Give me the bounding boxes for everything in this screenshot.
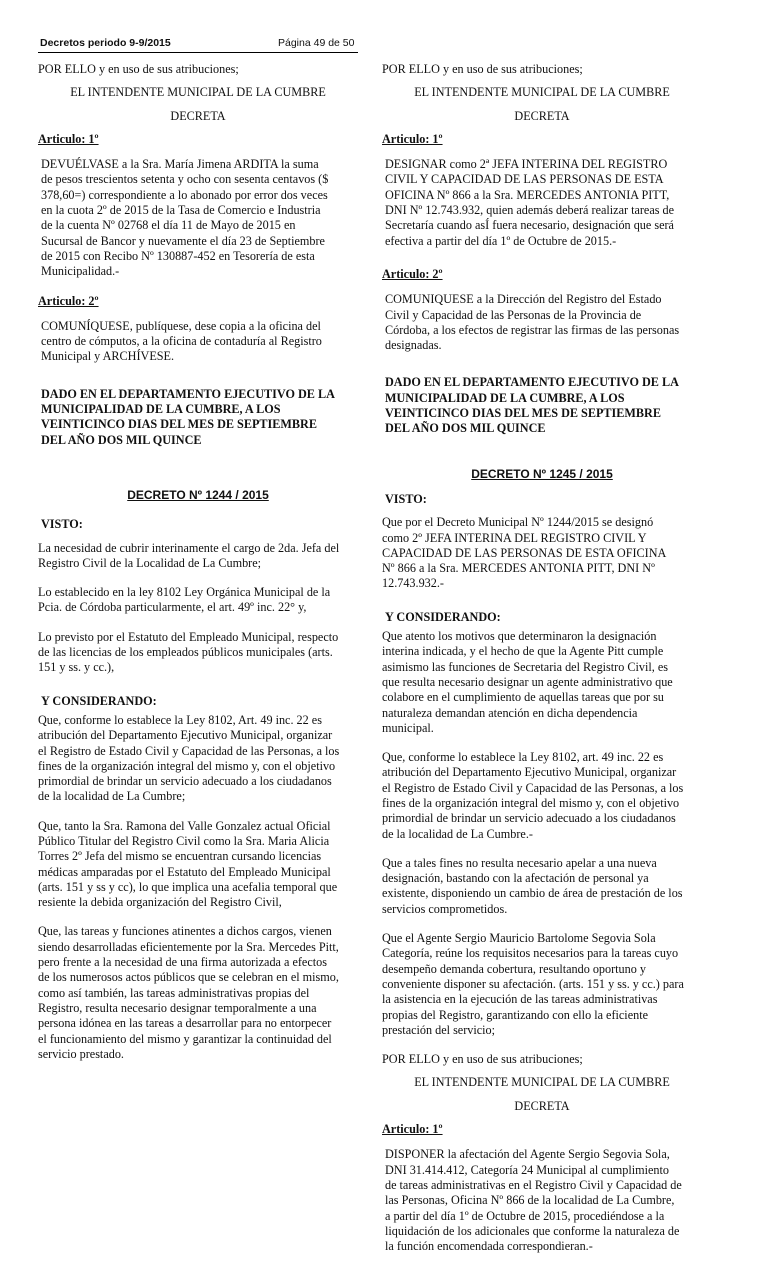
article-1-label: Articulo: 1º	[382, 131, 443, 146]
dado-closing: DADO EN EL DEPARTAMENTO EJECUTIVO DE LA MUNICIPALIDAD DE LA CUMBRE, A LOS VEINTICINCO DIAS DEL MES DE SEPTIEMBRE DEL AÑO DOS MIL QUINCE	[41, 386, 335, 447]
page-header	[38, 36, 358, 53]
decreto-title: DECRETO Nº 1244 / 2015	[127, 487, 269, 502]
por-ello: POR ELLO y en uso de sus atribuciones;	[38, 62, 239, 76]
decreta-heading: DECRETA	[514, 108, 570, 123]
visto-paragraph: Lo establecido en la ley 8102 Ley Orgánica Municipal de la Pcia. de Córdoba particularmente, el art. 49º inc. 22° y,	[38, 585, 331, 615]
por-ello: POR ELLO y en uso de sus atribuciones;	[382, 62, 583, 76]
article-2-label: Articulo: 2º	[382, 266, 443, 281]
considerando-label: Y CONSIDERANDO:	[385, 609, 501, 624]
intendente-heading: EL INTENDENTE MUNICIPAL DE LA CUMBRE	[414, 1075, 670, 1090]
visto-paragraph: La necesidad de cubrir interinamente el cargo de 2da. Jefa del Registro Civil de la Localidad de La Cumbre;	[38, 540, 340, 570]
article-2-text: COMUNÍQUESE, publíquese, dese copia a la oficina del centro de cómputos, a la oficina de contaduría al Registro Municipal y ARCHÍVESE.	[41, 318, 322, 364]
considerando-paragraph: Que, tanto la Sra. Ramona del Valle Gonzalez actual Oficial Público Titular del Registro Civil como la Sra. Maria Alicia Torres 2º Jefa del mismo se encuentran cursando licencias médicas amparadas por el Estatuto del Empleado Municipal (arts. 151 y ss y cc), lo que implica una acefalia temporal que resiente la debida organización del Registro Civil,	[38, 818, 338, 910]
decreta-heading: DECRETA	[170, 108, 226, 123]
considerando-paragraph: Que, conforme lo establece la Ley 8102, Art. 49 inc. 22 es atribución del Departamento Ejecutivo Municipal, organizar el Registro de Estado Civil y Capacidad de las Personas, a los fines de la organización integral del mismo y, con el objetivo primordial de brindar un servicio adecuado a los ciudadanos de la localidad de La Cumbre;	[38, 712, 340, 804]
header-title: Decretos periodo 9-9/2015	[40, 37, 171, 49]
decreta-heading: DECRETA	[514, 1098, 570, 1113]
intendente-heading: EL INTENDENTE MUNICIPAL DE LA CUMBRE	[414, 85, 670, 100]
considerando-paragraph: Que atento los motivos que determinaron la designación interina indicada, y el hecho de que la Agente Pitt cumple asimismo las funciones de Secretaria del Registro Civil, es que resulta necesario designar un agente administrativo que colabore en el cumplimiento de aquellas tareas que por su naturaleza demandan atención en dicha dependencia municipal.	[382, 629, 673, 735]
article-2-text: COMUNIQUESE a la Dirección del Registro del Estado Civil y Capacidad de las Personas de la Provincia de Córdoba, a los efectos de registrar las firmas de las personas designadas.	[385, 292, 680, 353]
considerando-paragraph: Que, las tareas y funciones atinentes a dichos cargos, vienen siendo desarrolladas eficientemente por la Sra. Mercedes Pitt, pero frente a la necesidad de una firma autorizada a efectos de los numerosos actos públicos que se celebran en el mismo, como así también, las tareas administrativas propias del Registro, resulta necesario designar temporalmente a una persona idónea en las tareas a desarrollar para no entorpecer el funcionamiento del mismo y garantizar la continuidad del servicio prestado.	[38, 924, 339, 1061]
considerando-paragraph: Que, conforme lo establece la Ley 8102, art. 49 inc. 22 es atribución del Departamento Ejecutivo Municipal, organizar el Registro de Estado Civil y Capacidad de las Personas, a los fines de la organización integral del mismo y, con el objetivo primordial de brindar un servicio adecuado a los ciudadanos de la localidad de La Cumbre.-	[382, 750, 684, 841]
dado-closing: DADO EN EL DEPARTAMENTO EJECUTIVO DE LA MUNICIPALIDAD DE LA CUMBRE, A LOS VEINTICINCO DIAS DEL MES DE SEPTIEMBRE DEL AÑO DOS MIL QUINCE	[385, 375, 679, 436]
visto-paragraph: Lo previsto por el Estatuto del Empleado Municipal, respecto de las licencias de los empleados públicos municipales (arts. 151 y ss. y cc.),	[38, 629, 339, 675]
article-1-text: DESIGNAR como 2ª JEFA INTERINA DEL REGISTRO CIVIL Y CAPACIDAD DE LAS PERSONAS DE ESTA OFICINA Nº 866 a la Sra. MERCEDES ANTONIA PITT, DNI Nº 12.743.932, quien además deberá realizar tareas de Secretaría cuando asÍ fuera necesario, designación que será efectiva a partir del día 1º de Octubre de 2015.-	[385, 157, 675, 248]
decreto-title: DECRETO Nº 1245 / 2015	[471, 466, 613, 481]
article-2-label: Articulo: 2º	[38, 293, 99, 308]
visto-label: VISTO:	[41, 517, 83, 532]
article-1-label: Articulo: 1º	[382, 1122, 443, 1137]
considerando-label: Y CONSIDERANDO:	[41, 693, 157, 708]
visto-paragraph: Que por el Decreto Municipal Nº 1244/2015 se designó como 2º JEFA INTERINA DEL REGISTRO CIVIL Y CAPACIDAD DE LAS PERSONAS DE ESTA OFICINA Nº 866 a la Sra. MERCEDES ANTONIA PITT, DNI Nº 12.743.932.-	[382, 515, 667, 591]
page-number: Página 49 de 50	[278, 37, 355, 49]
article-1-text: DEVUÉLVASE a la Sra. María Jimena ARDITA la suma de pesos trescientos setenta y ocho con sesenta centavos ($ 378,60=) correspondiente a lo abonado por error dos veces en la cuota 2º de 2015 de la Tasa de Comercio e Industria de la cuenta Nº 02768 el día 11 de Mayo de 2015 en Sucursal de Bancor y nuevamente el día 23 de Septiembre de 2015 con Recibo Nº 130887-452 en Tesorería de esta Municipalidad.-	[41, 157, 329, 279]
intendente-heading: EL INTENDENTE MUNICIPAL DE LA CUMBRE	[70, 85, 326, 100]
article-1-label: Articulo: 1º	[38, 131, 99, 146]
left-column	[38, 62, 358, 1062]
right-column	[382, 62, 702, 1254]
article-1-text: DISPONER la afectación del Agente Sergio Segovia Sola, DNI 31.414.412, Categoría 24 Municipal al cumplimiento de tareas administrativas en el Registro Civil y Capacidad de las Personas, Oficina Nº 866 de la localidad de La Cumbre, a partir del día 1º de Octubre de 2015, procediéndose a la liquidación de los adicionales que conforme la naturaleza de la función encomendada correspondieran.-	[385, 1147, 682, 1254]
considerando-paragraph: Que a tales fines no resulta necesario apelar a una nueva designación, bastando con la afectación de personal ya existente, disponiendo un cambio de área de prestación de los servicios comprometidos.	[382, 855, 683, 916]
visto-label: VISTO:	[385, 491, 427, 506]
por-ello: POR ELLO y en uso de sus atribuciones;	[382, 1052, 583, 1067]
considerando-paragraph: Que el Agente Sergio Mauricio Bartolome Segovia Sola Categoría, reúne los requisitos necesarios para la tareas cuyo desempeño demanda cobertura, resultando oportuno y conveniente disponer su afectación. (arts. 151 y ss. y cc.) para la asistencia en la ejecución de las tareas administrativas propias del Registro, garantizando con ello la eficiente prestación del servicio;	[382, 931, 684, 1037]
